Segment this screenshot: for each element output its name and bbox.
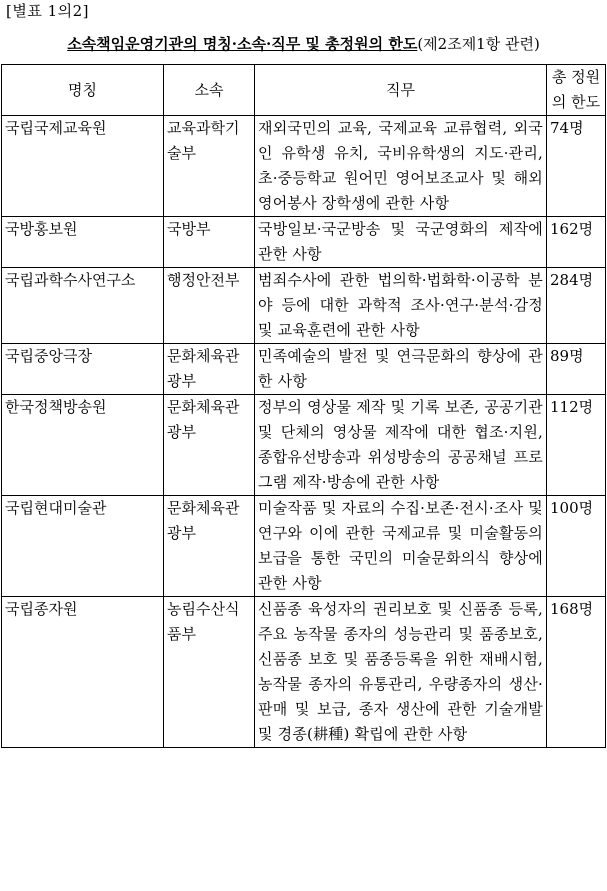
cell-name: 국립국제교육원 xyxy=(2,116,164,217)
agency-table xyxy=(1,64,606,748)
cell-staff-limit: 112명 xyxy=(547,395,606,496)
cell-affiliation: 농림수산식품부 xyxy=(164,597,255,748)
cell-duty: 미술작품 및 자료의 수집·보존·전시·조사 및 연구와 이에 관한 국제교류 및 미술활동의 보급을 통한 국민의 미술문화의식 향상에 관한 사항 xyxy=(255,496,547,597)
cell-staff-limit: 168명 xyxy=(547,597,606,748)
cell-affiliation: 교육과학기술부 xyxy=(164,116,255,217)
document-label: [별표 1의2] xyxy=(6,2,90,20)
cell-name: 국립현대미술관 xyxy=(2,496,164,597)
cell-name: 국립중앙극장 xyxy=(2,344,164,395)
table-row xyxy=(2,395,606,496)
header-duty: 직무 xyxy=(255,65,547,116)
header-staff-limit xyxy=(547,65,606,116)
cell-name: 국방홍보원 xyxy=(2,217,164,268)
header-affiliation: 소속 xyxy=(164,65,255,116)
table-row xyxy=(2,344,606,395)
header-staff-limit-line2: 의 한도 xyxy=(551,93,601,111)
cell-staff-limit: 89명 xyxy=(547,344,606,395)
cell-duty: 민족예술의 발전 및 연극문화의 향상에 관한 사항 xyxy=(255,344,547,395)
table-row xyxy=(2,268,606,344)
cell-name: 한국정책방송원 xyxy=(2,395,164,496)
title-reference: (제2조제1항 관련) xyxy=(417,35,540,53)
table-header-row xyxy=(2,65,606,116)
cell-affiliation: 문화체육관광부 xyxy=(164,395,255,496)
cell-duty: 재외국민의 교육, 국제교육 교류협력, 외국인 유학생 유치, 국비유학생의 지도·관리, 초·중등학교 원어민 영어보조교사 및 해외 영어봉사 장학생에 관한 사항 xyxy=(255,116,547,217)
cell-staff-limit: 74명 xyxy=(547,116,606,217)
header-name: 명칭 xyxy=(2,65,164,116)
cell-staff-limit: 100명 xyxy=(547,496,606,597)
cell-staff-limit: 284명 xyxy=(547,268,606,344)
table-row xyxy=(2,496,606,597)
table-row xyxy=(2,597,606,748)
cell-affiliation: 행정안전부 xyxy=(164,268,255,344)
cell-duty: 국방일보·국군방송 및 국군영화의 제작에 관한 사항 xyxy=(255,217,547,268)
cell-duty: 범죄수사에 관한 법의학·법화학·이공학 분야 등에 대한 과학적 조사·연구·분석·감정 및 교육훈련에 관한 사항 xyxy=(255,268,547,344)
cell-name: 국립과학수사연구소 xyxy=(2,268,164,344)
cell-name: 국립종자원 xyxy=(2,597,164,748)
cell-duty: 신품종 육성자의 권리보호 및 신품종 등록, 주요 농작물 종자의 성능관리 및 품종보호, 신품종 보호 및 품종등록을 위한 재배시험, 농작물 종자의 유통관리, 우량종자의 생산·판매 및 보급, 종자 생산에 관한 기술개발 및 경종(耕種) 확립에 관한 사항 xyxy=(255,597,547,748)
cell-affiliation: 문화체육관광부 xyxy=(164,344,255,395)
header-staff-limit-line1: 총 정원 xyxy=(551,68,601,86)
cell-affiliation: 국방부 xyxy=(164,217,255,268)
table-row xyxy=(2,116,606,217)
document-title xyxy=(0,34,607,54)
table-row xyxy=(2,217,606,268)
cell-affiliation: 문화체육관광부 xyxy=(164,496,255,597)
cell-duty: 정부의 영상물 제작 및 기록 보존, 공공기관 및 단체의 영상물 제작에 대한 협조·지원, 종합유선방송과 위성방송의 공공채널 프로그램 제작·방송에 관한 사항 xyxy=(255,395,547,496)
title-main: 소속책임운영기관의 명칭·소속·직무 및 총정원의 한도 xyxy=(67,35,418,53)
cell-staff-limit: 162명 xyxy=(547,217,606,268)
